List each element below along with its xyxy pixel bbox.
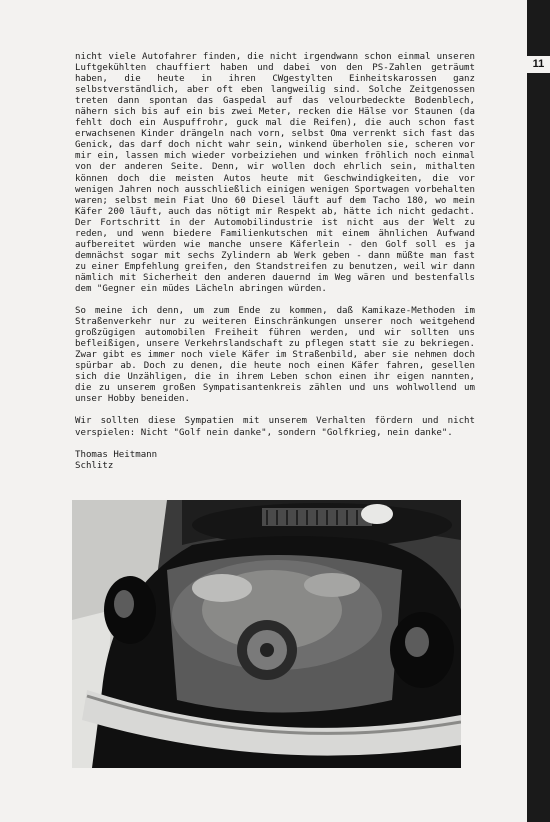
article-paragraph-3: Wir sollten diese Sympatien mit unserem Verhalten fördern und nicht verspielen: Nicht "Golf nein danke", sondern "Golfkrieg, nein danke". — [75, 416, 475, 438]
page-number: 11 — [527, 56, 550, 73]
author-place: Schlitz — [75, 460, 114, 471]
author-name: Thomas Heitmann — [75, 449, 158, 460]
page-edge-band — [527, 0, 550, 822]
article-paragraph-2: So meine ich denn, um zum Ende zu kommen, daß Kamikaze-Methoden im Straßenverkehr nur zu weiteren Einschränkungen unserer noch weitgehend großzügigen automobilen Freiheit führen werden, und wir sollten uns befleißigen, unsere Verkehrslandschaft zu pflegen statt sie zu bekriegen. Zwar gibt es immer noch viele Käfer im Straßenbild, aber sie nehmen doch spürbar ab. Doch zu denen, die heute noch einen Käfer fahren, gesellen sich die Unzähligen, die in ihrem Leben schon einen ihr eigen nannten, die zu unserem großen Sympatisantenkreis zählen und uns wohlwollend um unser Hobby beneiden. — [75, 306, 475, 405]
photo-illustration — [72, 500, 461, 768]
vw-beetle-engine-photo — [72, 500, 461, 768]
article-body — [75, 52, 475, 472]
article-paragraph-1: nicht viele Autofahrer finden, die nicht irgendwann schon einmal unseren Luftgekühlten chauffiert haben und dabei von den PS-Zahlen geträumt haben, die heute in ihren CWgestylten Einheitskarossen ganz selbstverständlich, aber oft eben langweilig sind. Solche Zeitgenossen treten dann spontan das Gaspedal auf das velourbedeckte Bodenblech, nähern sich bis auf ein bis zwei Meter, recken die Hälse vor Staunen (da fehlt doch ein Auspuffrohr, guck mal die Reifen), die auch schon fast erwachsenen Kinder drängeln nach vorn, selbst Oma verrenkt sich fast das Genick, das darf doch nicht wahr sein, winkend überholen sie, scheren vor mir ein, lassen mich wieder vorbeiziehen und winken fröhlich noch einmal von der anderen Seite. Denn, wir wollen doch ehrlich sein, mithalten können doch die meisten Autos heute mit Geschwindigkeiten, die vor wenigen Jahren noch ausschließlich einigen wenigen Sportwagen vorbehalten waren; selbst mein Fiat Uno 60 Diesel läuft auf dem Tacho 180, wo mein Käfer 200 läuft, auch das nötigt mir Respekt ab, hätte ich nicht gedacht. Der Fortschritt in der Automobilindustrie ist nicht aus der Welt zu reden, und wenn biedere Familienkutschen mit einem ähnlichen Aufwand aufbereitet würden wie manche unsere Käferlein - den Golf soll es ja demnächst sogar mit sechs Zylindern ab Werk geben - dann müßte man fast zu einer Empfehlung greifen, den Standstreifen zu benutzen, weil wir dann nämlich mit Sicherheit den anderen dauernd im Weg wären und bestenfalls dem "Gegner ein müdes Lächeln abringen würden. — [75, 52, 475, 294]
